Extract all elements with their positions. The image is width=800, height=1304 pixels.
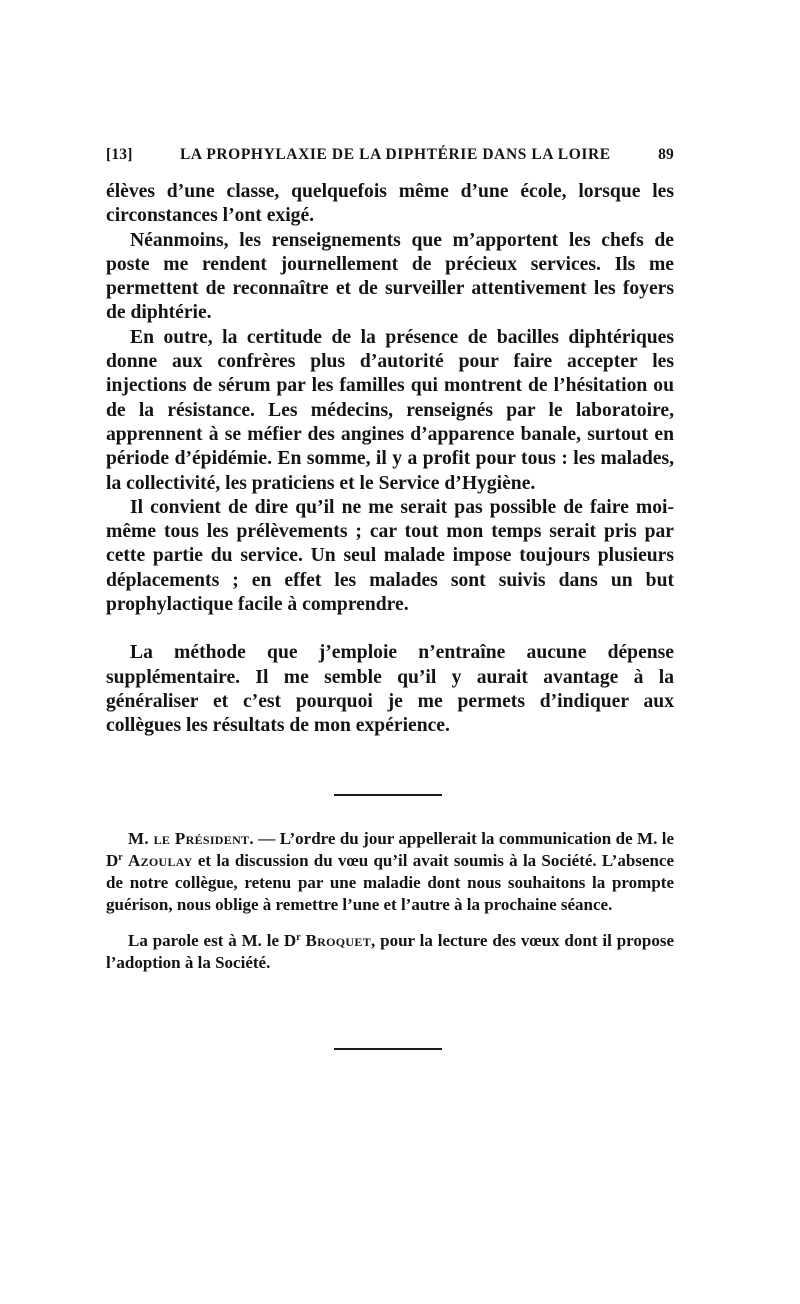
paragraph-continuation: élèves d’une classe, quelquefois même d’une école, lorsque les circonstances l’ont exigé. <box>106 181 674 227</box>
paragraph-prelevements: Il convient de dire qu’il ne me serait pas possible de faire moi-même tous les prélèvements ; car tout mon temps serait pris par cette partie du service. Un seul malade impose toujours plusieurs déplacements ; en effet les malades sont suivis dans un but prophylactique facile à comprendre. <box>106 496 674 616</box>
minutes-text: , pour la lecture des vœux dont il propose l’adoption à la Société. <box>106 931 674 972</box>
page-number: 89 <box>658 146 674 163</box>
minutes-paragraph-parole <box>106 930 674 974</box>
minutes-text: — L’ordre du jour appellerait la communication de M. le D <box>106 829 674 870</box>
paragraph-renseignements: Néanmoins, les renseignements que m’apportent les chefs de poste me rendent journellement de précieux services. Ils me permettent de reconnaître et de surveiller attentivement les foyers de diphtérie. <box>106 229 674 324</box>
title-superscript: r <box>118 852 123 863</box>
paragraph-methode: La méthode que j’emploie n’entraîne aucune dépense supplémentaire. Il me semble qu’il y aurait avantage à la généraliser et c’est pourquoi je me permets d’indiquer aux collègues les résultats de mon expérience. <box>106 642 674 737</box>
section-number: [13] <box>106 146 133 163</box>
person-name: Broquet <box>305 931 371 950</box>
section-divider <box>334 1048 442 1050</box>
title-superscript: r <box>296 932 301 943</box>
meeting-minutes <box>106 828 674 974</box>
speaker-name: M. le Président. <box>128 829 254 848</box>
minutes-text: La parole est à M. le D <box>128 931 297 950</box>
minutes-text: et la discussion du vœu qu’il avait soumis à la Société. L’absence de notre collègue, retenu par une maladie dont nous souhaitons la prompte guérison, nous oblige à remettre l’une et l’autre à la prochaine séance. <box>106 851 675 914</box>
paragraph-certitude: En outre, la certitude de la présence de bacilles diphtériques donne aux confrères plus d’autorité pour faire accepter les injections de sérum par les familles qui montrent de l’hésitation ou de la résistance. Les médecins, renseignés par le laboratoire, apprennent à se méfier des angines d’apparence banale, surtout en période d’épidémie. En somme, il y a profit pour tous : les malades, la collectivité, les praticiens et le Service d’Hygiène. <box>106 326 674 494</box>
running-header <box>106 146 674 164</box>
section-divider <box>334 794 442 796</box>
minutes-paragraph-president <box>106 828 674 916</box>
main-text <box>106 180 674 739</box>
person-name: Azoulay <box>128 851 193 870</box>
running-title: LA PROPHYLAXIE DE LA DIPHTÉRIE DANS LA LOIRE <box>179 146 611 163</box>
